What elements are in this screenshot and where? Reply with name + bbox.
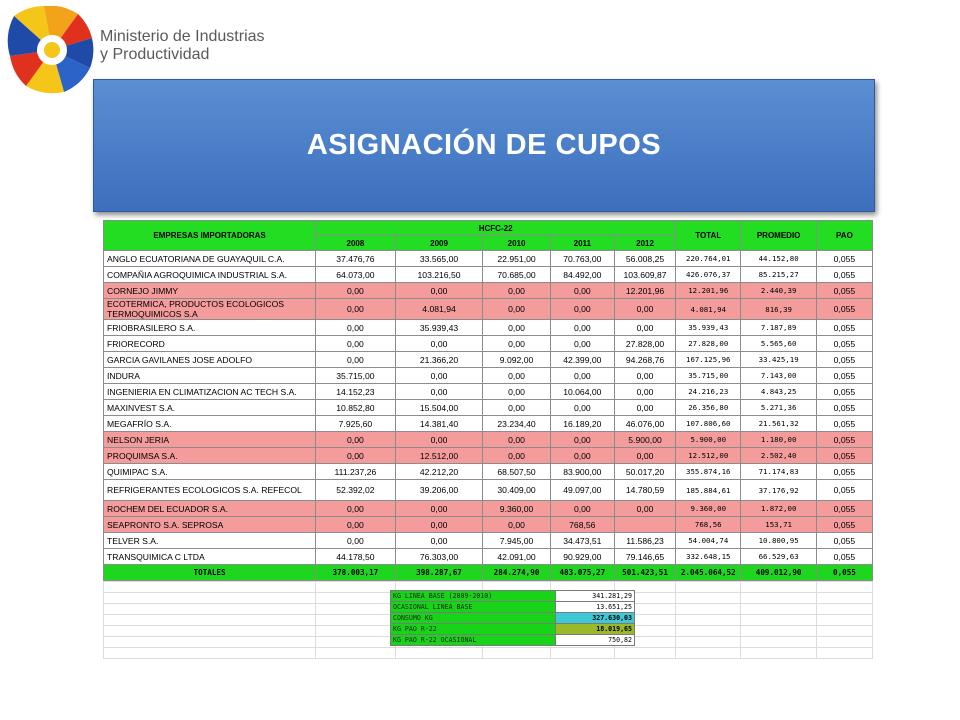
- year-value: 42.399,00: [550, 352, 614, 368]
- title-banner: [93, 79, 875, 212]
- table-row: [104, 448, 873, 464]
- pao-value: 0,055: [816, 480, 872, 501]
- total-value: 12.201,96: [676, 283, 741, 299]
- total-value: 9.360,00: [676, 501, 741, 517]
- grid-cell: [104, 615, 316, 626]
- quota-table: [103, 220, 873, 581]
- year-value: 0,00: [483, 384, 550, 400]
- summary-row: [391, 613, 635, 624]
- year-value: 0,00: [483, 283, 550, 299]
- promedio-value: 1.180,00: [741, 432, 816, 448]
- year-value: 103.216,50: [395, 267, 483, 283]
- grid-cell: [316, 593, 396, 604]
- header-year: 2011: [550, 236, 614, 251]
- pao-value: 0,055: [816, 283, 872, 299]
- company-name: COMPAÑIA AGROQUIMICA INDUSTRIAL S.A.: [104, 267, 316, 283]
- company-name: INGENIERIA EN CLIMATIZACION AC TECH S.A.: [104, 384, 316, 400]
- summary-value: 13.651,25: [556, 602, 635, 613]
- promedio-value: 37.176,92: [741, 480, 816, 501]
- table-row: [104, 549, 873, 565]
- year-value: 0,00: [614, 320, 675, 336]
- company-name: PROQUIMSA S.A.: [104, 448, 316, 464]
- summary-value: 18.019,65: [556, 624, 635, 635]
- grid-cell: [741, 648, 816, 659]
- year-value: 0,00: [316, 448, 396, 464]
- header-companies: EMPRESAS IMPORTADORAS: [104, 221, 316, 251]
- totals-row: [104, 565, 873, 581]
- year-value: 10.852,80: [316, 400, 396, 416]
- pao-value: 0,055: [816, 320, 872, 336]
- year-value: 50.017,20: [614, 464, 675, 480]
- summary-label: KG LINEA BASE (2009-2010): [391, 591, 556, 602]
- summary-label: KG PAO R-22: [391, 624, 556, 635]
- total-value: 54.004,74: [676, 533, 741, 549]
- promedio-value: 33.425,19: [741, 352, 816, 368]
- summary-value: 341.281,29: [556, 591, 635, 602]
- grid-cell: [104, 604, 316, 615]
- year-value: 7.945,00: [483, 533, 550, 549]
- pao-value: 0,055: [816, 336, 872, 352]
- table-row: [104, 336, 873, 352]
- company-name: MAXINVEST S.A.: [104, 400, 316, 416]
- year-value: 0,00: [395, 517, 483, 533]
- year-value: 12.201,96: [614, 283, 675, 299]
- pao-value: 0,055: [816, 368, 872, 384]
- grid-cell: [104, 582, 316, 593]
- grid-row: [104, 648, 873, 659]
- table-row: [104, 320, 873, 336]
- year-value: 0,00: [614, 384, 675, 400]
- year-value: 0,00: [483, 299, 550, 320]
- year-value: 11.586,23: [614, 533, 675, 549]
- promedio-value: 44.152,80: [741, 251, 816, 267]
- table-row: [104, 533, 873, 549]
- year-value: 68.507,50: [483, 464, 550, 480]
- grid-cell: [816, 615, 872, 626]
- totals-year-value: 483.075,27: [550, 565, 614, 581]
- year-value: 42.091,00: [483, 549, 550, 565]
- grid-cell: [741, 604, 816, 615]
- summary-label: OCASIONAL LINEA BASE: [391, 602, 556, 613]
- year-value: 0,00: [550, 299, 614, 320]
- total-value: 35.715,00: [676, 368, 741, 384]
- total-value: 12.512,00: [676, 448, 741, 464]
- header-group: HCFC-22: [316, 221, 676, 236]
- year-value: 35.715,00: [316, 368, 396, 384]
- company-name: CORNEJO JIMMY: [104, 283, 316, 299]
- year-value: 111.237,26: [316, 464, 396, 480]
- totals-year-value: 378.003,17: [316, 565, 396, 581]
- promedio-value: 2.502,40: [741, 448, 816, 464]
- grid-cell: [395, 648, 483, 659]
- year-value: 14.381,40: [395, 416, 483, 432]
- total-value: 355.874,16: [676, 464, 741, 480]
- pao-value: 0,055: [816, 517, 872, 533]
- year-value: 0,00: [483, 336, 550, 352]
- year-value: 90.929,00: [550, 549, 614, 565]
- header-year: 2008: [316, 236, 396, 251]
- year-value: 27.828,00: [614, 336, 675, 352]
- year-value: 83.900,00: [550, 464, 614, 480]
- grid-cell: [816, 626, 872, 637]
- year-value: 0,00: [316, 352, 396, 368]
- total-value: 4.081,94: [676, 299, 741, 320]
- year-value: 0,00: [550, 432, 614, 448]
- totals-promedio: 409.012,90: [741, 565, 816, 581]
- total-value: 107.806,60: [676, 416, 741, 432]
- company-name: FRIORECORD: [104, 336, 316, 352]
- total-value: 27.828,00: [676, 336, 741, 352]
- year-value: 0,00: [483, 432, 550, 448]
- quota-table-body: [104, 221, 873, 581]
- company-name: ROCHEM DEL ECUADOR S.A.: [104, 501, 316, 517]
- year-value: 0,00: [316, 501, 396, 517]
- year-value: 0,00: [483, 400, 550, 416]
- header-row: [104, 221, 873, 236]
- year-value: 0,00: [316, 299, 396, 320]
- grid-cell: [104, 637, 316, 648]
- year-value: 0,00: [550, 368, 614, 384]
- grid-cell: [104, 648, 316, 659]
- grid-cell: [741, 637, 816, 648]
- promedio-value: 85.215,27: [741, 267, 816, 283]
- table-row: [104, 352, 873, 368]
- year-value: 10.064,00: [550, 384, 614, 400]
- promedio-value: 816,39: [741, 299, 816, 320]
- year-value: 30.409,00: [483, 480, 550, 501]
- year-value: 0,00: [316, 517, 396, 533]
- totals-label: TOTALES: [104, 565, 316, 581]
- year-value: 9.360,00: [483, 501, 550, 517]
- promedio-value: 4.843,25: [741, 384, 816, 400]
- year-value: 0,00: [395, 283, 483, 299]
- grid-cell: [316, 637, 396, 648]
- total-value: 220.764,01: [676, 251, 741, 267]
- ministry-logo-icon: [6, 6, 96, 96]
- company-name: FRIOBRASILERO S.A.: [104, 320, 316, 336]
- table-row: [104, 464, 873, 480]
- year-value: 94.268,76: [614, 352, 675, 368]
- year-value: 0,00: [550, 448, 614, 464]
- grid-cell: [316, 626, 396, 637]
- brand-name: [100, 28, 265, 64]
- year-value: 103.609,87: [614, 267, 675, 283]
- totals-pao: 0,055: [816, 565, 872, 581]
- company-name: MEGAFRÍO S.A.: [104, 416, 316, 432]
- year-value: 16.189,20: [550, 416, 614, 432]
- company-name: TELVER S.A.: [104, 533, 316, 549]
- year-value: 768,56: [550, 517, 614, 533]
- table-row: [104, 517, 873, 533]
- year-value: 0,00: [316, 283, 396, 299]
- company-name: NELSON JERIA: [104, 432, 316, 448]
- grid-cell: [104, 593, 316, 604]
- summary-value: 750,82: [556, 635, 635, 646]
- grid-cell: [316, 648, 396, 659]
- company-name: INDURA: [104, 368, 316, 384]
- year-value: 0,00: [550, 320, 614, 336]
- pao-value: 0,055: [816, 416, 872, 432]
- pao-value: 0,055: [816, 400, 872, 416]
- summary-value: 327.630,03: [556, 613, 635, 624]
- totals-total: 2.045.064,52: [676, 565, 741, 581]
- grid-cell: [676, 593, 741, 604]
- table-row: [104, 501, 873, 517]
- header-year: 2010: [483, 236, 550, 251]
- year-value: 70.763,00: [550, 251, 614, 267]
- year-value: 56.008,25: [614, 251, 675, 267]
- header-year: 2009: [395, 236, 483, 251]
- year-value: 35.939,43: [395, 320, 483, 336]
- year-value: [614, 517, 675, 533]
- summary-row: [391, 591, 635, 602]
- promedio-value: 71.174,83: [741, 464, 816, 480]
- totals-year-value: 284.274,90: [483, 565, 550, 581]
- grid-cell: [676, 637, 741, 648]
- year-value: 9.092,00: [483, 352, 550, 368]
- grid-cell: [816, 604, 872, 615]
- year-value: 0,00: [614, 368, 675, 384]
- table-row: [104, 251, 873, 267]
- grid-cell: [676, 648, 741, 659]
- pao-value: 0,055: [816, 352, 872, 368]
- year-value: 76.303,00: [395, 549, 483, 565]
- year-value: 0,00: [614, 299, 675, 320]
- year-value: 42.212,20: [395, 464, 483, 480]
- year-value: 0,00: [483, 517, 550, 533]
- pao-value: 0,055: [816, 448, 872, 464]
- year-value: 64.073,00: [316, 267, 396, 283]
- promedio-value: 66.529,63: [741, 549, 816, 565]
- pao-value: 0,055: [816, 432, 872, 448]
- total-value: 167.125,96: [676, 352, 741, 368]
- year-value: 33.565,00: [395, 251, 483, 267]
- grid-cell: [741, 626, 816, 637]
- grid-cell: [816, 582, 872, 593]
- promedio-value: 5.565,60: [741, 336, 816, 352]
- year-value: 0,00: [550, 501, 614, 517]
- year-value: 0,00: [395, 384, 483, 400]
- total-value: 185.884,61: [676, 480, 741, 501]
- total-value: 332.648,15: [676, 549, 741, 565]
- year-value: 14.780,59: [614, 480, 675, 501]
- year-value: 7.925,60: [316, 416, 396, 432]
- company-name: ECOTERMICA, PRODUCTOS ECOLOGICOS TERMOQUIMICOS S.A: [104, 299, 316, 320]
- company-name: REFRIGERANTES ECOLOGICOS S.A. REFECOL: [104, 480, 316, 501]
- grid-cell: [816, 593, 872, 604]
- year-value: 0,00: [550, 400, 614, 416]
- company-name: ANGLO ECUATORIANA DE GUAYAQUIL C.A.: [104, 251, 316, 267]
- promedio-value: 10.800,95: [741, 533, 816, 549]
- total-value: 5.900,00: [676, 432, 741, 448]
- year-value: 0,00: [483, 448, 550, 464]
- year-value: 21.366,20: [395, 352, 483, 368]
- year-value: 5.900,00: [614, 432, 675, 448]
- year-value: 37.476,76: [316, 251, 396, 267]
- year-value: 52.392,02: [316, 480, 396, 501]
- year-value: 0,00: [395, 533, 483, 549]
- year-value: 0,00: [316, 336, 396, 352]
- table-row: [104, 480, 873, 501]
- table-row: [104, 283, 873, 299]
- year-value: 14.152,23: [316, 384, 396, 400]
- promedio-value: 2.440,39: [741, 283, 816, 299]
- year-value: 12.512,00: [395, 448, 483, 464]
- year-value: 34.473,51: [550, 533, 614, 549]
- year-value: 0,00: [550, 283, 614, 299]
- total-value: 426.076,37: [676, 267, 741, 283]
- table-row: [104, 267, 873, 283]
- year-value: 15.504,00: [395, 400, 483, 416]
- summary-table: [390, 590, 635, 646]
- year-value: 84.492,00: [550, 267, 614, 283]
- pao-value: 0,055: [816, 501, 872, 517]
- grid-cell: [816, 648, 872, 659]
- header-total: TOTAL: [676, 221, 741, 251]
- year-value: 0,00: [316, 432, 396, 448]
- header-pao: PAO: [816, 221, 872, 251]
- grid-cell: [741, 593, 816, 604]
- total-value: 768,56: [676, 517, 741, 533]
- totals-year-value: 398.287,67: [395, 565, 483, 581]
- table-row: [104, 416, 873, 432]
- year-value: 22.951,00: [483, 251, 550, 267]
- promedio-value: 153,71: [741, 517, 816, 533]
- year-value: 0,00: [395, 501, 483, 517]
- promedio-value: 1.872,00: [741, 501, 816, 517]
- promedio-value: 7.187,89: [741, 320, 816, 336]
- year-value: 0,00: [395, 432, 483, 448]
- table-row: [104, 400, 873, 416]
- year-value: 4.081,94: [395, 299, 483, 320]
- company-name: TRANSQUIMICA C LTDA: [104, 549, 316, 565]
- table-row: [104, 368, 873, 384]
- pao-value: 0,055: [816, 384, 872, 400]
- grid-cell: [614, 648, 675, 659]
- pao-value: 0,055: [816, 251, 872, 267]
- grid-cell: [104, 626, 316, 637]
- header-year: 2012: [614, 236, 675, 251]
- grid-cell: [816, 637, 872, 648]
- summary-row: [391, 624, 635, 635]
- brand-line-2: y Productividad: [100, 46, 210, 63]
- year-value: 0,00: [614, 448, 675, 464]
- pao-value: 0,055: [816, 267, 872, 283]
- totals-year-value: 501.423,51: [614, 565, 675, 581]
- promedio-value: 21.561,32: [741, 416, 816, 432]
- grid-cell: [676, 582, 741, 593]
- year-value: 0,00: [316, 533, 396, 549]
- year-value: 0,00: [550, 336, 614, 352]
- year-value: 79.146,65: [614, 549, 675, 565]
- year-value: 39.206,00: [395, 480, 483, 501]
- pao-value: 0,055: [816, 299, 872, 320]
- year-value: 0,00: [483, 320, 550, 336]
- grid-cell: [676, 626, 741, 637]
- grid-cell: [316, 604, 396, 615]
- total-value: 35.939,43: [676, 320, 741, 336]
- table-row: [104, 432, 873, 448]
- total-value: 26.356,80: [676, 400, 741, 416]
- grid-cell: [483, 648, 550, 659]
- brand-line-1: Ministerio de Industrias: [100, 28, 265, 45]
- grid-cell: [676, 604, 741, 615]
- year-value: 70.685,00: [483, 267, 550, 283]
- grid-cell: [316, 582, 396, 593]
- summary-row: [391, 602, 635, 613]
- company-name: SEAPRONTO S.A. SEPROSA: [104, 517, 316, 533]
- year-value: 49.097,00: [550, 480, 614, 501]
- year-value: 23.234,40: [483, 416, 550, 432]
- grid-cell: [741, 615, 816, 626]
- grid-cell: [316, 615, 396, 626]
- summary-row: [391, 635, 635, 646]
- total-value: 24.216,23: [676, 384, 741, 400]
- table-row: [104, 299, 873, 320]
- year-value: 46.076,00: [614, 416, 675, 432]
- year-value: 0,00: [614, 501, 675, 517]
- table-row: [104, 384, 873, 400]
- year-value: 0,00: [395, 336, 483, 352]
- pao-value: 0,055: [816, 549, 872, 565]
- company-name: QUIMIPAC S.A.: [104, 464, 316, 480]
- page-title: ASIGNACIÓN DE CUPOS: [306, 129, 662, 161]
- summary-label: KG PAO R-22 OCASIONAL: [391, 635, 556, 646]
- year-value: 0,00: [316, 320, 396, 336]
- company-name: GARCIA GAVILANES JOSE ADOLFO: [104, 352, 316, 368]
- grid-cell: [550, 648, 614, 659]
- year-value: 0,00: [614, 400, 675, 416]
- promedio-value: 5.271,36: [741, 400, 816, 416]
- pao-value: 0,055: [816, 533, 872, 549]
- year-value: 0,00: [395, 368, 483, 384]
- grid-cell: [741, 582, 816, 593]
- pao-value: 0,055: [816, 464, 872, 480]
- grid-cell: [676, 615, 741, 626]
- year-value: 44.178,50: [316, 549, 396, 565]
- promedio-value: 7.143,00: [741, 368, 816, 384]
- year-value: 0,00: [483, 368, 550, 384]
- header-promedio: PROMEDIO: [741, 221, 816, 251]
- summary-label: CONSUMO KG: [391, 613, 556, 624]
